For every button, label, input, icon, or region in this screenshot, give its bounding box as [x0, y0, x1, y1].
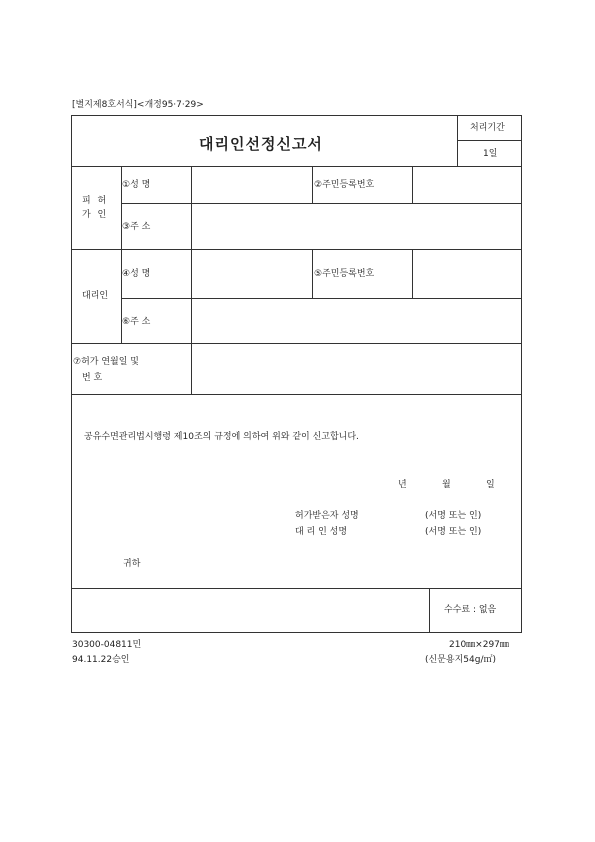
footer-code: 30300-04811민: [72, 640, 142, 650]
permit-field[interactable]: [193, 345, 520, 393]
divider: [71, 588, 521, 589]
applicant-name-label: ①성 명: [122, 180, 151, 190]
divider: [71, 249, 521, 250]
applicant-group-label: 가 인: [82, 210, 109, 220]
applicant-id-field[interactable]: [414, 168, 520, 202]
processing-period-value: 1일: [483, 149, 498, 159]
divider: [457, 140, 521, 141]
divider: [71, 166, 521, 167]
fee-label: 수수료 : 없음: [444, 605, 497, 615]
recipient-field[interactable]: [73, 590, 427, 630]
footer-size: 210㎜×297㎜: [449, 640, 509, 650]
applicant-group-label: 피 허: [82, 196, 109, 206]
divider: [121, 203, 521, 204]
applicant-name-field[interactable]: [193, 168, 311, 202]
divider: [312, 249, 313, 299]
divider: [71, 394, 521, 395]
footer-approval: 94.11.22승인: [72, 655, 130, 665]
divider: [71, 343, 521, 344]
agent-group-label: 대리인: [82, 291, 109, 301]
processing-period-label: 처리기간: [470, 123, 505, 133]
agent-name-field[interactable]: [193, 251, 311, 297]
form-number-note: [별지제8호서식]<개정95·7·29>: [72, 100, 204, 110]
divider: [412, 166, 413, 204]
agent-address-label: ⑥주 소: [122, 317, 151, 327]
applicant-address-field[interactable]: [193, 205, 520, 248]
divider: [121, 298, 521, 299]
divider: [457, 115, 458, 167]
divider: [191, 166, 192, 395]
agent-id-field[interactable]: [414, 251, 520, 297]
date-month-label: 월: [442, 480, 451, 490]
agent-name-label: ④성 명: [122, 269, 151, 279]
divider: [412, 249, 413, 299]
divider: [312, 166, 313, 204]
agent-signature-label: 대 리 인 성명: [295, 527, 348, 537]
agent-signature-mark: (서명 또는 인): [425, 527, 482, 537]
permit-label: ⑦허가 연월일 및: [73, 357, 139, 367]
permittee-signature-label: 허가받은자 성명: [295, 511, 359, 521]
date-day-label: 일: [486, 480, 495, 490]
applicant-address-label: ③주 소: [122, 222, 151, 232]
addressee-label: 귀하: [123, 559, 141, 569]
applicant-id-label: ②주민등록번호: [314, 180, 375, 190]
footer-paper: (신문용지54g/㎡): [425, 655, 496, 665]
agent-id-label: ⑤주민등록번호: [314, 269, 375, 279]
declaration-text: 공유수면관리법시행령 제10조의 규정에 의하여 위와 같이 신고합니다.: [84, 432, 359, 442]
divider: [429, 588, 430, 632]
form-title: 대리인선정신고서: [199, 135, 323, 153]
agent-address-field[interactable]: [193, 300, 520, 342]
date-year-label: 년: [398, 480, 407, 490]
permittee-signature-mark: (서명 또는 인): [425, 511, 482, 521]
permit-label: 번 호: [82, 373, 103, 383]
